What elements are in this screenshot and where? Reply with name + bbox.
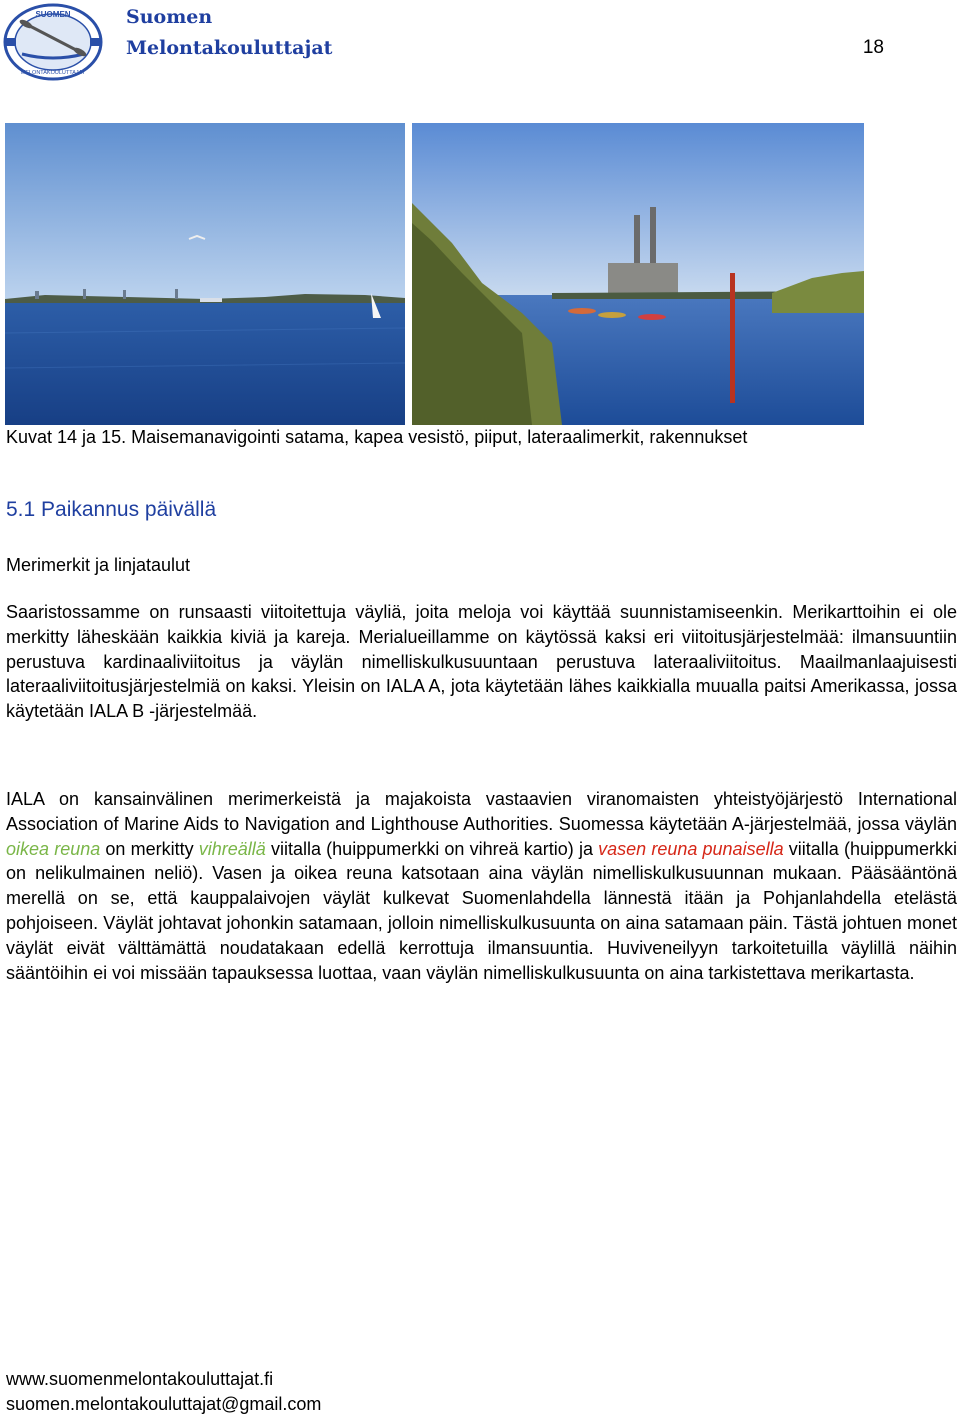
page-number: 18 <box>862 37 884 58</box>
page-header <box>0 0 960 90</box>
red-highlight-left-edge: vasen reuna punaisella <box>598 838 784 859</box>
iala-text-part3: viitalla (huippumerkki on vihreä kartio) ja <box>265 838 599 859</box>
iala-text-part1: IALA on kansainvälinen merimerkeistä ja majakoista vastaavien viranomaisten yhteistyöjärjestö International Association of Marine Aids to Navigation and Lighthouse Authorities. Suomessa käytetään A-järjestelmää, jossa väylän <box>6 789 957 834</box>
organization-name-line1: Suomen <box>126 6 213 28</box>
organization-name-line2: Melontakouluttajat <box>126 37 333 59</box>
svg-text:SUOMEN: SUOMEN <box>35 10 71 19</box>
harbor-photo <box>5 123 405 425</box>
figure-caption: Kuvat 14 ja 15. Maisemanavigointi satama, kapea vesistö, piiput, lateraalimerkit, rakennukset <box>6 427 748 447</box>
logo-icon <box>2 2 104 82</box>
paragraph-iala <box>6 787 957 985</box>
section-subtitle: Merimerkit ja linjataulut <box>6 555 191 575</box>
page-footer <box>6 1367 321 1417</box>
green-highlight-green: vihreällä <box>198 838 266 859</box>
footer-website-link[interactable]: www.suomenmelontakouluttajat.fi <box>6 1369 274 1389</box>
green-highlight-right-edge: oikea reuna <box>6 838 101 859</box>
paragraph-viitoitus: Saaristossamme on runsaasti viitoitettuja väyliä, joita meloja voi käyttää suunnistamiseenkin. Merikarttoihin ei ole merkitty läheskään kaikkia kiviä ja kareja. Merialueillamme on käytössä kaksi eri viitoitusjärjestelmää: ilmansuuntiin perustuva kardinaaliviitoitus ja väylän nimelliskulkusuuntaan perustuva lateraaliviitoitus. Maailmanlaajuisesti lateraaliviitoitusjärjestelmiä on kaksi. Yleisin on IALA A, jota käytetään lähes kaikkialla muualla paitsi Amerikassa, jossa käytetään IALA B -järjestelmää. <box>6 602 957 722</box>
iala-text-part2: on merkitty <box>100 838 199 859</box>
section-title: 5.1 Paikannus päivällä <box>6 498 217 521</box>
svg-text:MELONTAKOULUTTAJAT: MELONTAKOULUTTAJAT <box>20 70 86 76</box>
iala-text-part4: viitalla (huippumerkki on nelikulmainen neliö). Vasen ja oikea reuna katsotaan aina väylän nimelliskulkusuunnan mukaan. Pääsääntönä merellä on se, että kauppalaivojen väylät kulkevat Suomenlahdella lännestä itään ja Pohjanlahdella etelästä pohjoiseen. Väylät johtavat johonkin satamaan, jolloin nimelliskulkusuunta on aina satamaan päin. Tästä johtuen monet väylät eivät välttämättä noudatakaan edellä kerrottuja ilmansuuntia. Huviveneilyyn tarkoitetuilla väylillä näihin sääntöihin ei voi missään tapauksessa luottaa, vaan väylän nimelliskulkusuunta on aina tarkistettava merikartasta. <box>6 838 957 983</box>
kayak-channel-photo <box>412 123 864 425</box>
footer-email-link[interactable]: suomen.melontakouluttajat@gmail.com <box>6 1394 322 1414</box>
